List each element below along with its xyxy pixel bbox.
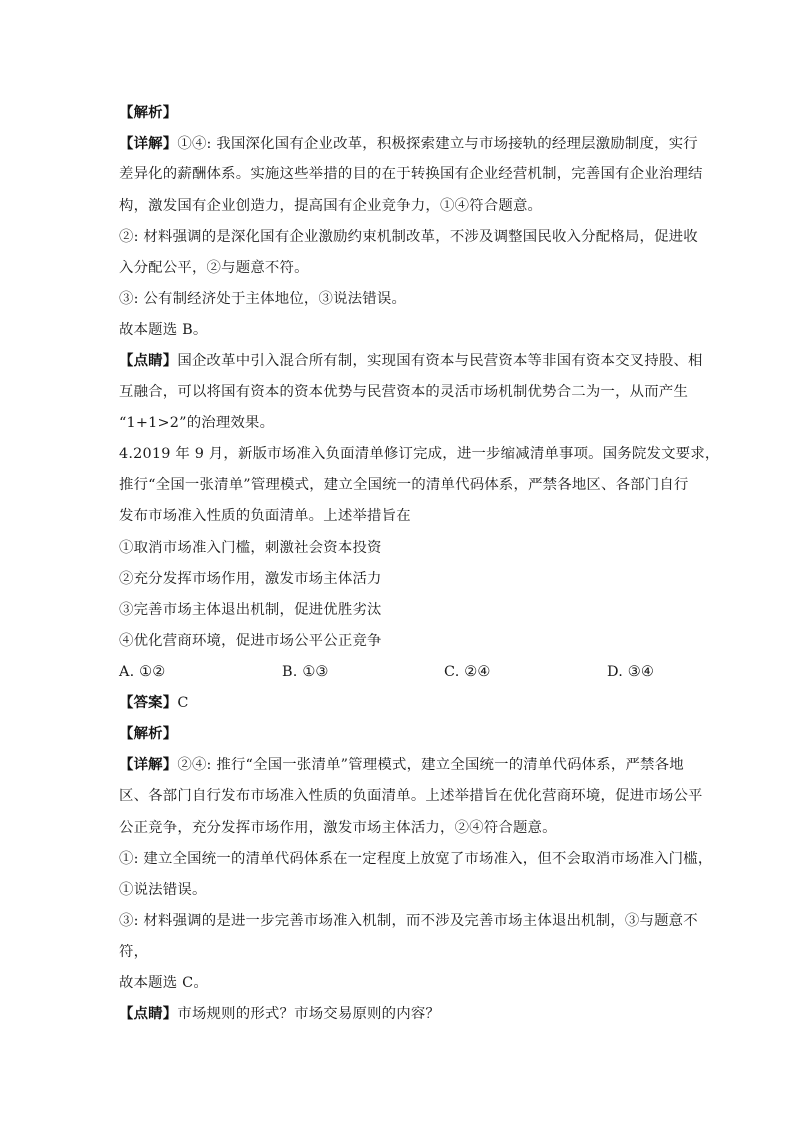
statement-item: ①取消市场准入门槛，刺激社会资本投资 xyxy=(119,540,382,556)
statement-item: ②充分发挥市场作用，激发市场主体活力 xyxy=(119,571,382,587)
option-c: C. ②④ xyxy=(444,664,491,680)
detail-tag: 【详解】 xyxy=(119,135,178,152)
detail-paragraph-line: ③: 材料强调的是进一步完善市场准入机制，而不涉及完善市场主体退出机制，③与题意不 xyxy=(119,913,698,929)
comment-tag: 【点睛】 xyxy=(119,1005,178,1022)
detail-paragraph-line: 构，激发国有企业创造力，提高国有企业竞争力，①④符合题意。 xyxy=(119,198,543,214)
detail-paragraph-line: 【详解】②④: 推行“全国一张清单”管理模式，建立全国统一的清单代码体系，严禁各地 xyxy=(119,756,684,773)
comment-paragraph-line: 互融合，可以将国有资本的资本优势与民营资本的灵活市场机制优势合二为一，从而产生 xyxy=(119,384,689,400)
question-stem-line: 4.2019 年 9 月，新版市场准入负面清单修订完成，进一步缩减清单事项。国务院发文要求， xyxy=(119,446,720,462)
analysis-heading: 【解析】 xyxy=(119,725,178,742)
question-stem-line: 发布市场准入性质的负面清单。上述举措旨在 xyxy=(119,508,411,524)
detail-paragraph-line: 入分配公平，②与题意不符。 xyxy=(119,260,309,276)
answer-line xyxy=(119,693,679,713)
option-d: D. ③④ xyxy=(607,664,654,680)
comment-tag: 【点睛】 xyxy=(119,352,178,369)
analysis-heading: 【解析】 xyxy=(119,104,178,121)
conclusion-line: 故本题选 B。 xyxy=(119,322,208,338)
detail-tag: 【详解】 xyxy=(119,756,178,773)
detail-paragraph-line: 差异化的薪酬体系。实施这些举措的目的在于转换国有企业经营机制，完善国有企业治理结 xyxy=(119,166,703,182)
detail-paragraph-line: 区、各部门自行发布市场准入性质的负面清单。上述举措旨在优化营商环境，促进市场公平 xyxy=(119,788,703,804)
conclusion-line: 故本题选 C。 xyxy=(119,975,208,991)
detail-paragraph-line: ②: 材料强调的是深化国有企业激励约束机制改革，不涉及调整国民收入分配格局，促进收 xyxy=(119,229,698,245)
question-stem-line: 推行“全国一张清单”管理模式，建立全国统一的清单代码体系，严禁各地区、各部门自行 xyxy=(119,477,689,493)
detail-paragraph-line: 【详解】①④: 我国深化国有企业改革，积极探索建立与市场接轨的经理层激励制度，实行 xyxy=(119,135,698,152)
answer-tag: 【答案】 xyxy=(119,694,178,711)
detail-paragraph-line: 公正竞争，充分发挥市场作用，激发市场主体活力，②④符合题意。 xyxy=(119,820,557,836)
statement-item: ④优化营商环境，促进市场公平公正竞争 xyxy=(119,633,382,649)
comment-paragraph-line: 【点睛】市场规则的形式？市场交易原则的内容？ xyxy=(119,1005,441,1022)
answer-value: C xyxy=(177,695,189,711)
detail-paragraph-line: ①: 建立全国统一的清单代码体系在一定程度上放宽了市场准入，但不会取消市场准入门槛， xyxy=(119,851,713,867)
detail-paragraph-line: ③: 公有制经济处于主体地位，③说法错误。 xyxy=(119,291,407,307)
option-b: B. ①③ xyxy=(282,664,329,680)
statement-item: ③完善市场主体退出机制，促进优胜劣汰 xyxy=(119,602,382,618)
comment-paragraph-line: “1+1>2”的治理效果。 xyxy=(119,415,275,431)
detail-paragraph-line: ①说法错误。 xyxy=(119,882,207,898)
option-a: A. ①② xyxy=(119,664,166,680)
detail-paragraph-line: 符， xyxy=(119,944,149,960)
comment-paragraph-line: 【点睛】国企改革中引入混合所有制，实现国有资本与民营资本等非国有资本交叉持股、相 xyxy=(119,352,703,369)
